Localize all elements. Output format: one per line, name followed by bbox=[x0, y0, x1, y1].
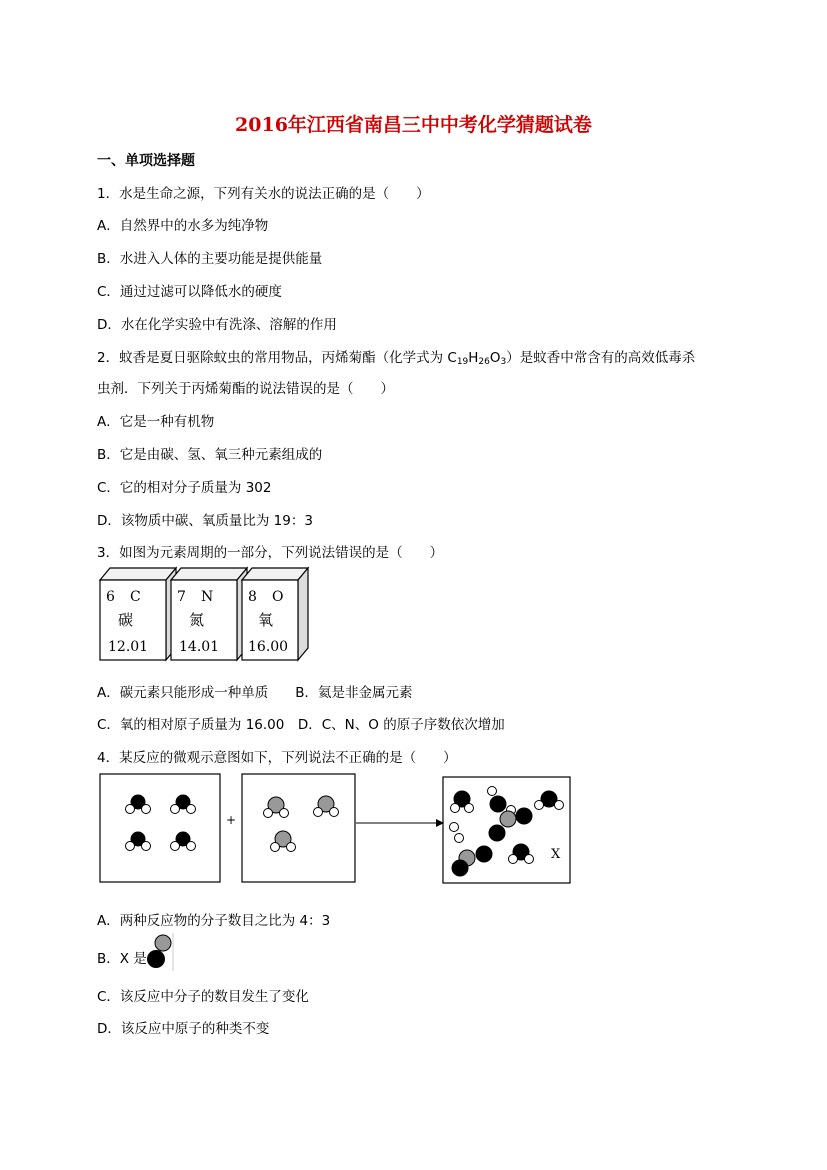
periodic-table-figure bbox=[96, 564, 314, 662]
reactant-box-2 bbox=[242, 774, 355, 882]
q2-stem-line2: 虫剂．下列关于丙烯菊酯的说法错误的是（ ） bbox=[97, 381, 394, 397]
element-c-symbol: C bbox=[130, 589, 141, 605]
element-n-mass: 14.01 bbox=[179, 639, 220, 655]
q4-stem: 4．某反应的微观示意图如下，下列说法不正确的是（ ） bbox=[97, 750, 457, 766]
plus-sign: + bbox=[226, 813, 237, 827]
element-c-mass: 12.01 bbox=[108, 639, 149, 655]
q4-option-a: A．两种反应物的分子数目之比为 4：3 bbox=[97, 913, 331, 929]
q1-stem: 1．水是生命之源，下列有关水的说法正确的是（ ） bbox=[97, 186, 430, 202]
q2-option-b: B．它是由碳、氢、氧三种元素组成的 bbox=[97, 447, 323, 463]
q4-option-d: D．该反应中原子的种类不变 bbox=[97, 1021, 270, 1037]
page-title: 2016年江西省南昌三中中考化学猜题试卷 bbox=[235, 114, 592, 136]
element-n-symbol: N bbox=[201, 589, 214, 605]
q3-options-cd: C．氧的相对原子质量为 16.00 D．C、N、O 的原子序数依次增加 bbox=[97, 717, 505, 733]
element-n-name: 氮 bbox=[189, 611, 205, 629]
element-o-symbol: O bbox=[272, 589, 284, 605]
x-label: X bbox=[551, 847, 561, 862]
element-c-number: 6 bbox=[106, 589, 115, 605]
q4-option-c: C．该反应中分子的数目发生了变化 bbox=[97, 989, 309, 1005]
element-n-number: 7 bbox=[177, 589, 186, 605]
element-o-mass: 16.00 bbox=[248, 639, 289, 655]
product-molecules bbox=[450, 787, 564, 877]
reactant-box-1 bbox=[100, 774, 220, 882]
section-heading: 一、单项选择题 bbox=[97, 153, 195, 169]
q1-option-a: A．自然界中的水多为纯净物 bbox=[97, 218, 269, 234]
q2-option-a: A．它是一种有机物 bbox=[97, 414, 215, 430]
q2-option-d: D．该物质中碳、氧质量比为 19：3 bbox=[97, 513, 313, 529]
reaction-diagram bbox=[98, 772, 574, 888]
element-c-name: 碳 bbox=[118, 611, 134, 629]
reactant-molecules-1 bbox=[126, 795, 196, 851]
q4-option-b: B．X 是 bbox=[97, 951, 147, 967]
q2-stem-line1: 2．蚊香是夏日驱除蚊虫的常用物品，丙烯菊酯（化学式为 $C_{19}H_{26}O_3$）是蚊香中常含有的高效低毒杀 bbox=[97, 350, 696, 367]
reactant-molecules-2 bbox=[264, 796, 339, 852]
q3-options-ab: A．碳元素只能形成一种单质 B．氦是非金属元素 bbox=[97, 685, 413, 701]
x-molecule-icon bbox=[145, 933, 175, 973]
q1-option-d: D．水在化学实验中有洗涤、溶解的作用 bbox=[97, 317, 337, 333]
element-o-name: 氧 bbox=[258, 611, 274, 629]
q2-option-c: C．它的相对分子质量为 302 bbox=[97, 480, 272, 496]
q3-stem: 3．如图为元素周期的一部分，下列说法错误的是（ ） bbox=[97, 545, 444, 561]
element-o-number: 8 bbox=[248, 589, 257, 605]
q1-option-b: B．水进入人体的主要功能是提供能量 bbox=[97, 251, 323, 267]
q1-option-c: C．通过过滤可以降低水的硬度 bbox=[97, 284, 282, 300]
